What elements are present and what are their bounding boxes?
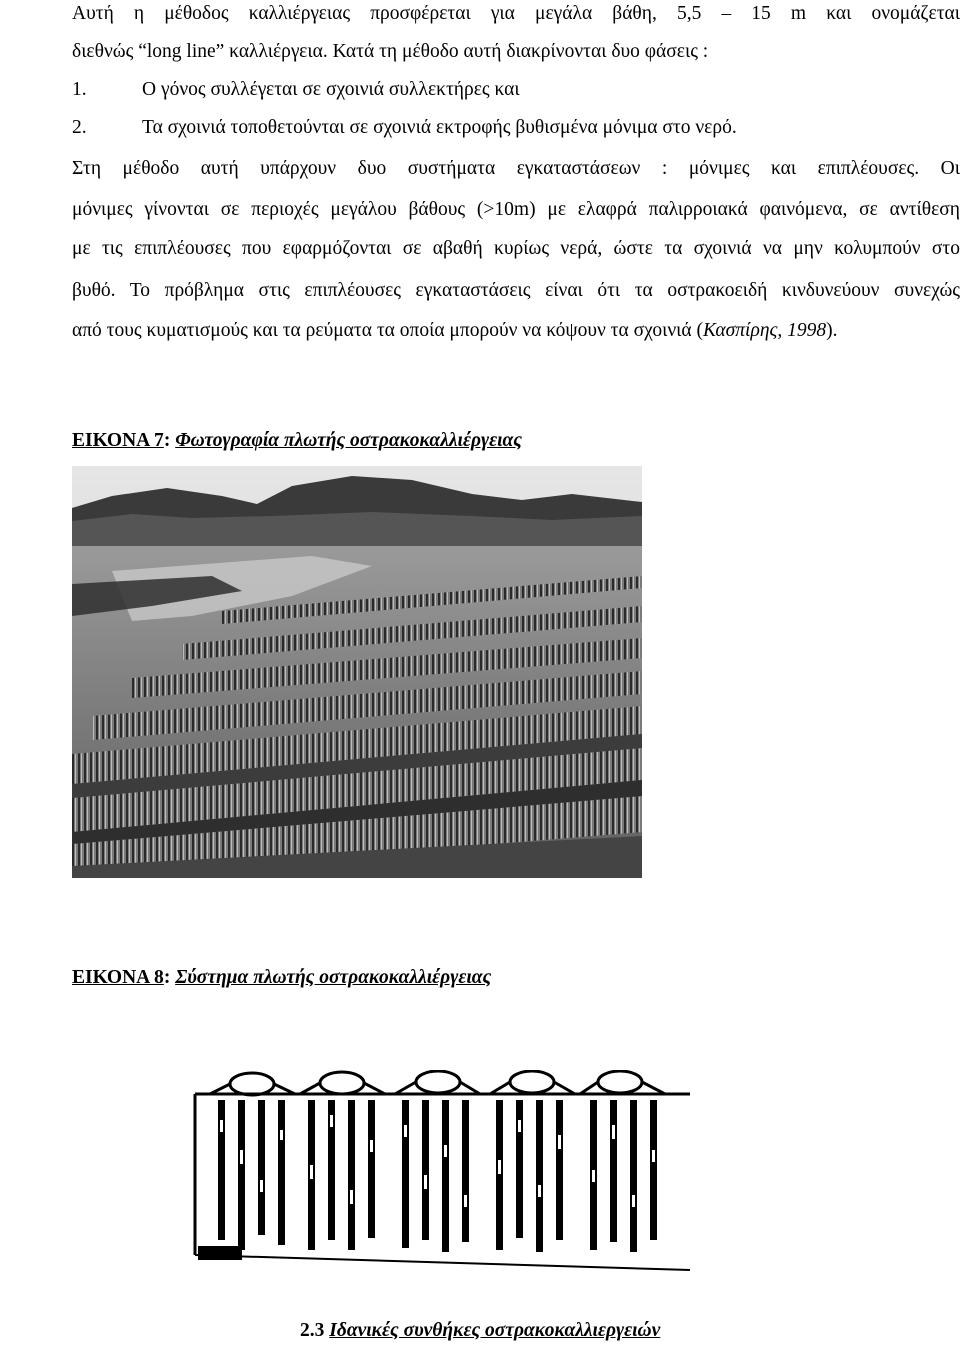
- paragraph-text: ).: [826, 320, 838, 341]
- sea-floor: [195, 1255, 690, 1270]
- list-item-2: [72, 116, 737, 140]
- figure-7-caption: [72, 430, 522, 452]
- float-buoy: [320, 1072, 364, 1094]
- floating-system-diagram: [180, 1070, 700, 1280]
- float-buoy: [598, 1071, 642, 1093]
- figure-label: ΕΙΚΟΝΑ 8: [72, 967, 164, 988]
- float-buoy: [416, 1071, 460, 1093]
- paragraph-line: διεθνώς “long line” καλλιέργεια. Κατά τη μέθοδο αυτή διακρίνονται δυο φάσεις :: [72, 41, 709, 62]
- list-number: 1.: [72, 79, 87, 100]
- mussel-rope: [258, 1100, 265, 1235]
- mussel-rope: [556, 1100, 563, 1240]
- list-number: 2.: [72, 117, 87, 138]
- oyster-farm-photo: [72, 466, 642, 878]
- section-number: 2.3: [300, 1320, 325, 1341]
- mussel-rope: [238, 1100, 245, 1250]
- citation: Κασπίρης, 1998: [702, 320, 827, 341]
- mussel-rope: [348, 1100, 355, 1250]
- paragraph-line: με τις επιπλέουσες που εφαρμόζονται σε αβαθή κυρίως νερά, ώστε τα σχοινιά να μην κολυμπούν στο: [72, 238, 960, 259]
- figure-title: Φωτογραφία πλωτής οστρακοκαλλιέργειας: [175, 430, 522, 451]
- paragraph-line: [72, 319, 838, 343]
- section-title: Ιδανικές συνθήκες οστρακοκαλλιεργειών: [329, 1320, 661, 1341]
- list-item-1: [72, 78, 520, 102]
- float-buoy: [230, 1073, 274, 1095]
- mussel-rope: [650, 1100, 657, 1240]
- paragraph-line: Αυτή η μέθοδος καλλιέργειας προσφέρεται για μεγάλα βάθη, 5,5 – 15 m και ονομάζεται: [72, 3, 960, 24]
- paragraph-text: από τους κυματισμούς και τα ρεύματα τα οποία μπορούν να κόψουν τα σχοινιά (: [72, 320, 703, 341]
- mussel-rope: [278, 1100, 285, 1245]
- mussel-rope: [368, 1100, 375, 1238]
- figure-colon: :: [163, 967, 171, 988]
- paragraph-line: βυθό. Το πρόβλημα στις επιπλέουσες εγκαταστάσεις είναι ότι τα οστρακοειδή κινδυνεύουν συνεχώς: [72, 280, 960, 301]
- mussel-rope: [462, 1100, 469, 1242]
- mussel-rope: [422, 1100, 429, 1240]
- figure-label: ΕΙΚΟΝΑ 7: [72, 430, 164, 451]
- mussel-rope: [536, 1100, 543, 1252]
- section-heading: [300, 1320, 660, 1342]
- paragraph-line: μόνιμες γίνονται σε περιοχές μεγάλου βάθους (>10m) με ελαφρά παλιρροιακά φαινόμενα, σε αντίθεση: [72, 199, 960, 220]
- mussel-rope: [610, 1100, 617, 1242]
- mussel-rope: [402, 1100, 409, 1248]
- list-text: Ο γόνος συλλέγεται σε σχοινιά συλλεκτήρες και: [142, 79, 520, 100]
- mussel-rope: [496, 1100, 503, 1250]
- float-buoy: [510, 1071, 554, 1093]
- figure-colon: :: [163, 430, 171, 451]
- mussel-rope: [442, 1100, 449, 1252]
- figure-title: Σύστημα πλωτής οστρακοκαλλιέργειας: [175, 967, 492, 988]
- figure-8-caption: [72, 967, 491, 989]
- list-text: Τα σχοινιά τοποθετούνται σε σχοινιά εκτροφής βυθισμένα μόνιμα στο νερό.: [142, 117, 737, 138]
- mussel-rope: [630, 1100, 637, 1252]
- anchor-block: [198, 1246, 242, 1260]
- paragraph-line: Στη μέθοδο αυτή υπάρχουν δυο συστήματα εγκαταστάσεων : μόνιμες και επιπλέουσες. Οι: [72, 158, 960, 179]
